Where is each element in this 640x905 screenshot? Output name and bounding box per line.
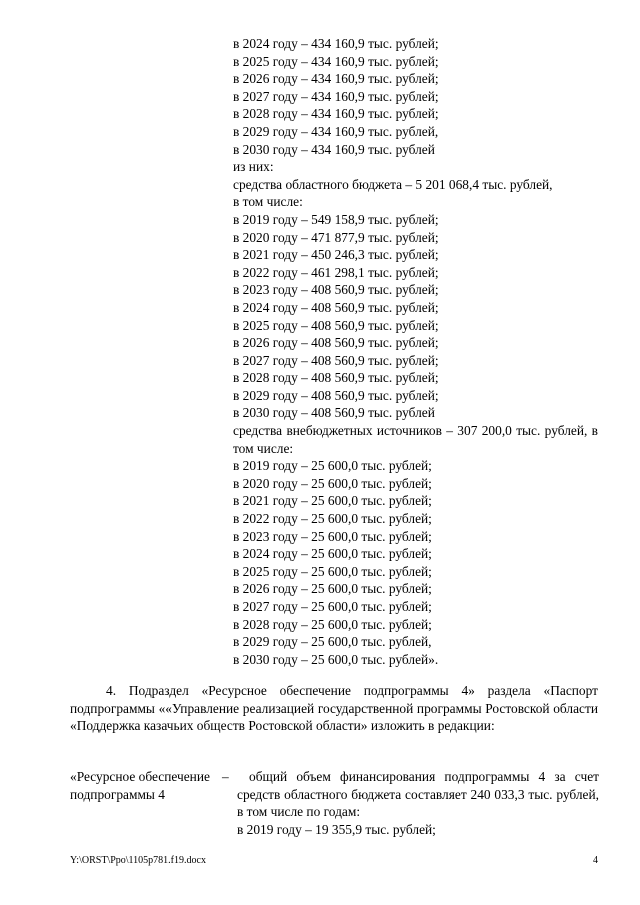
list-line: в 2027 году – 434 160,9 тыс. рублей; [233, 88, 439, 104]
section-paragraph [70, 682, 598, 735]
resource-dash: – [222, 769, 229, 784]
list-line: в 2021 году – 450 246,3 тыс. рублей; [233, 247, 439, 263]
list-line: в 2029 году – 434 160,9 тыс. рублей, [233, 123, 439, 139]
list-line: в 2028 году – 434 160,9 тыс. рублей; [233, 106, 439, 122]
list-line: в 2029 году – 25 600,0 тыс. рублей, [233, 634, 432, 650]
resource-year-line: в 2019 году – 19 355,9 тыс. рублей; [237, 821, 436, 837]
resource-text-block [237, 768, 599, 838]
list-line: в 2022 году – 461 298,1 тыс. рублей; [233, 264, 439, 280]
list-line: в 2026 году – 408 560,9 тыс. рублей; [233, 335, 439, 351]
list-line: в 2030 году – 434 160,9 тыс. рублей [233, 141, 435, 157]
page-number: 4 [593, 855, 598, 866]
list-line: в 2021 году – 25 600,0 тыс. рублей; [233, 493, 432, 509]
section-paragraph-text: 4. Подраздел «Ресурсное обеспечение подпрограммы 4» раздела «Паспорт подпрограммы ««Управление реализацией государственной программы Ростовской области «Поддержка казачьих обществ Ростовской области» изложить в редакции: [70, 683, 598, 734]
list-line: в 2028 году – 25 600,0 тыс. рублей; [233, 616, 432, 632]
list-line: в 2029 году – 408 560,9 тыс. рублей; [233, 387, 439, 403]
footer-file-path: Y:\ORST\Ppo\1105p781.f19.docx [70, 855, 206, 866]
list-line: средства областного бюджета – 5 201 068,4 тыс. рублей, [233, 176, 553, 192]
list-line: в 2024 году – 434 160,9 тыс. рублей; [233, 36, 439, 51]
funding-list [233, 35, 598, 668]
list-line: в 2020 году – 25 600,0 тыс. рублей; [233, 475, 432, 491]
list-line: в 2019 году – 549 158,9 тыс. рублей; [233, 211, 439, 227]
list-line: в 2026 году – 25 600,0 тыс. рублей; [233, 581, 432, 597]
list-line: в 2023 году – 408 560,9 тыс. рублей; [233, 282, 439, 298]
list-line: в 2026 году – 434 160,9 тыс. рублей; [233, 71, 439, 87]
list-line: из них: [233, 159, 274, 175]
list-line: в 2025 году – 408 560,9 тыс. рублей; [233, 317, 439, 333]
list-line: в 2020 году – 471 877,9 тыс. рублей; [233, 229, 439, 245]
list-line: в 2025 году – 434 160,9 тыс. рублей; [233, 53, 439, 69]
list-line: в 2023 году – 25 600,0 тыс. рублей; [233, 528, 432, 544]
list-line: в 2027 году – 408 560,9 тыс. рублей; [233, 352, 439, 368]
extrabudget-line: средства внебюджетных источников – 307 200,0 тыс. рублей, в том числе: [233, 423, 598, 456]
list-line: в 2019 году – 25 600,0 тыс. рублей; [233, 458, 432, 474]
list-line: в 2024 году – 408 560,9 тыс. рублей; [233, 299, 439, 315]
list-line: в 2030 году – 25 600,0 тыс. рублей». [233, 651, 439, 667]
list-line: в 2027 году – 25 600,0 тыс. рублей; [233, 599, 432, 614]
list-line: в 2030 году – 408 560,9 тыс. рублей [233, 405, 435, 421]
list-line: в 2022 году – 25 600,0 тыс. рублей; [233, 511, 432, 527]
list-line: в 2025 году – 25 600,0 тыс. рублей; [233, 563, 432, 579]
list-line: в том числе: [233, 194, 303, 210]
list-line: в 2028 году – 408 560,9 тыс. рублей; [233, 370, 439, 386]
list-line: в 2024 году – 25 600,0 тыс. рублей; [233, 546, 432, 562]
resource-text: общий объем финансирования подпрограммы 4 за счет средств областного бюджета составляет 240 033,3 тыс. рублей, в том числе по годам: [237, 769, 599, 820]
resource-label: «Ресурсное обеспечение подпрограммы 4 [70, 769, 210, 802]
